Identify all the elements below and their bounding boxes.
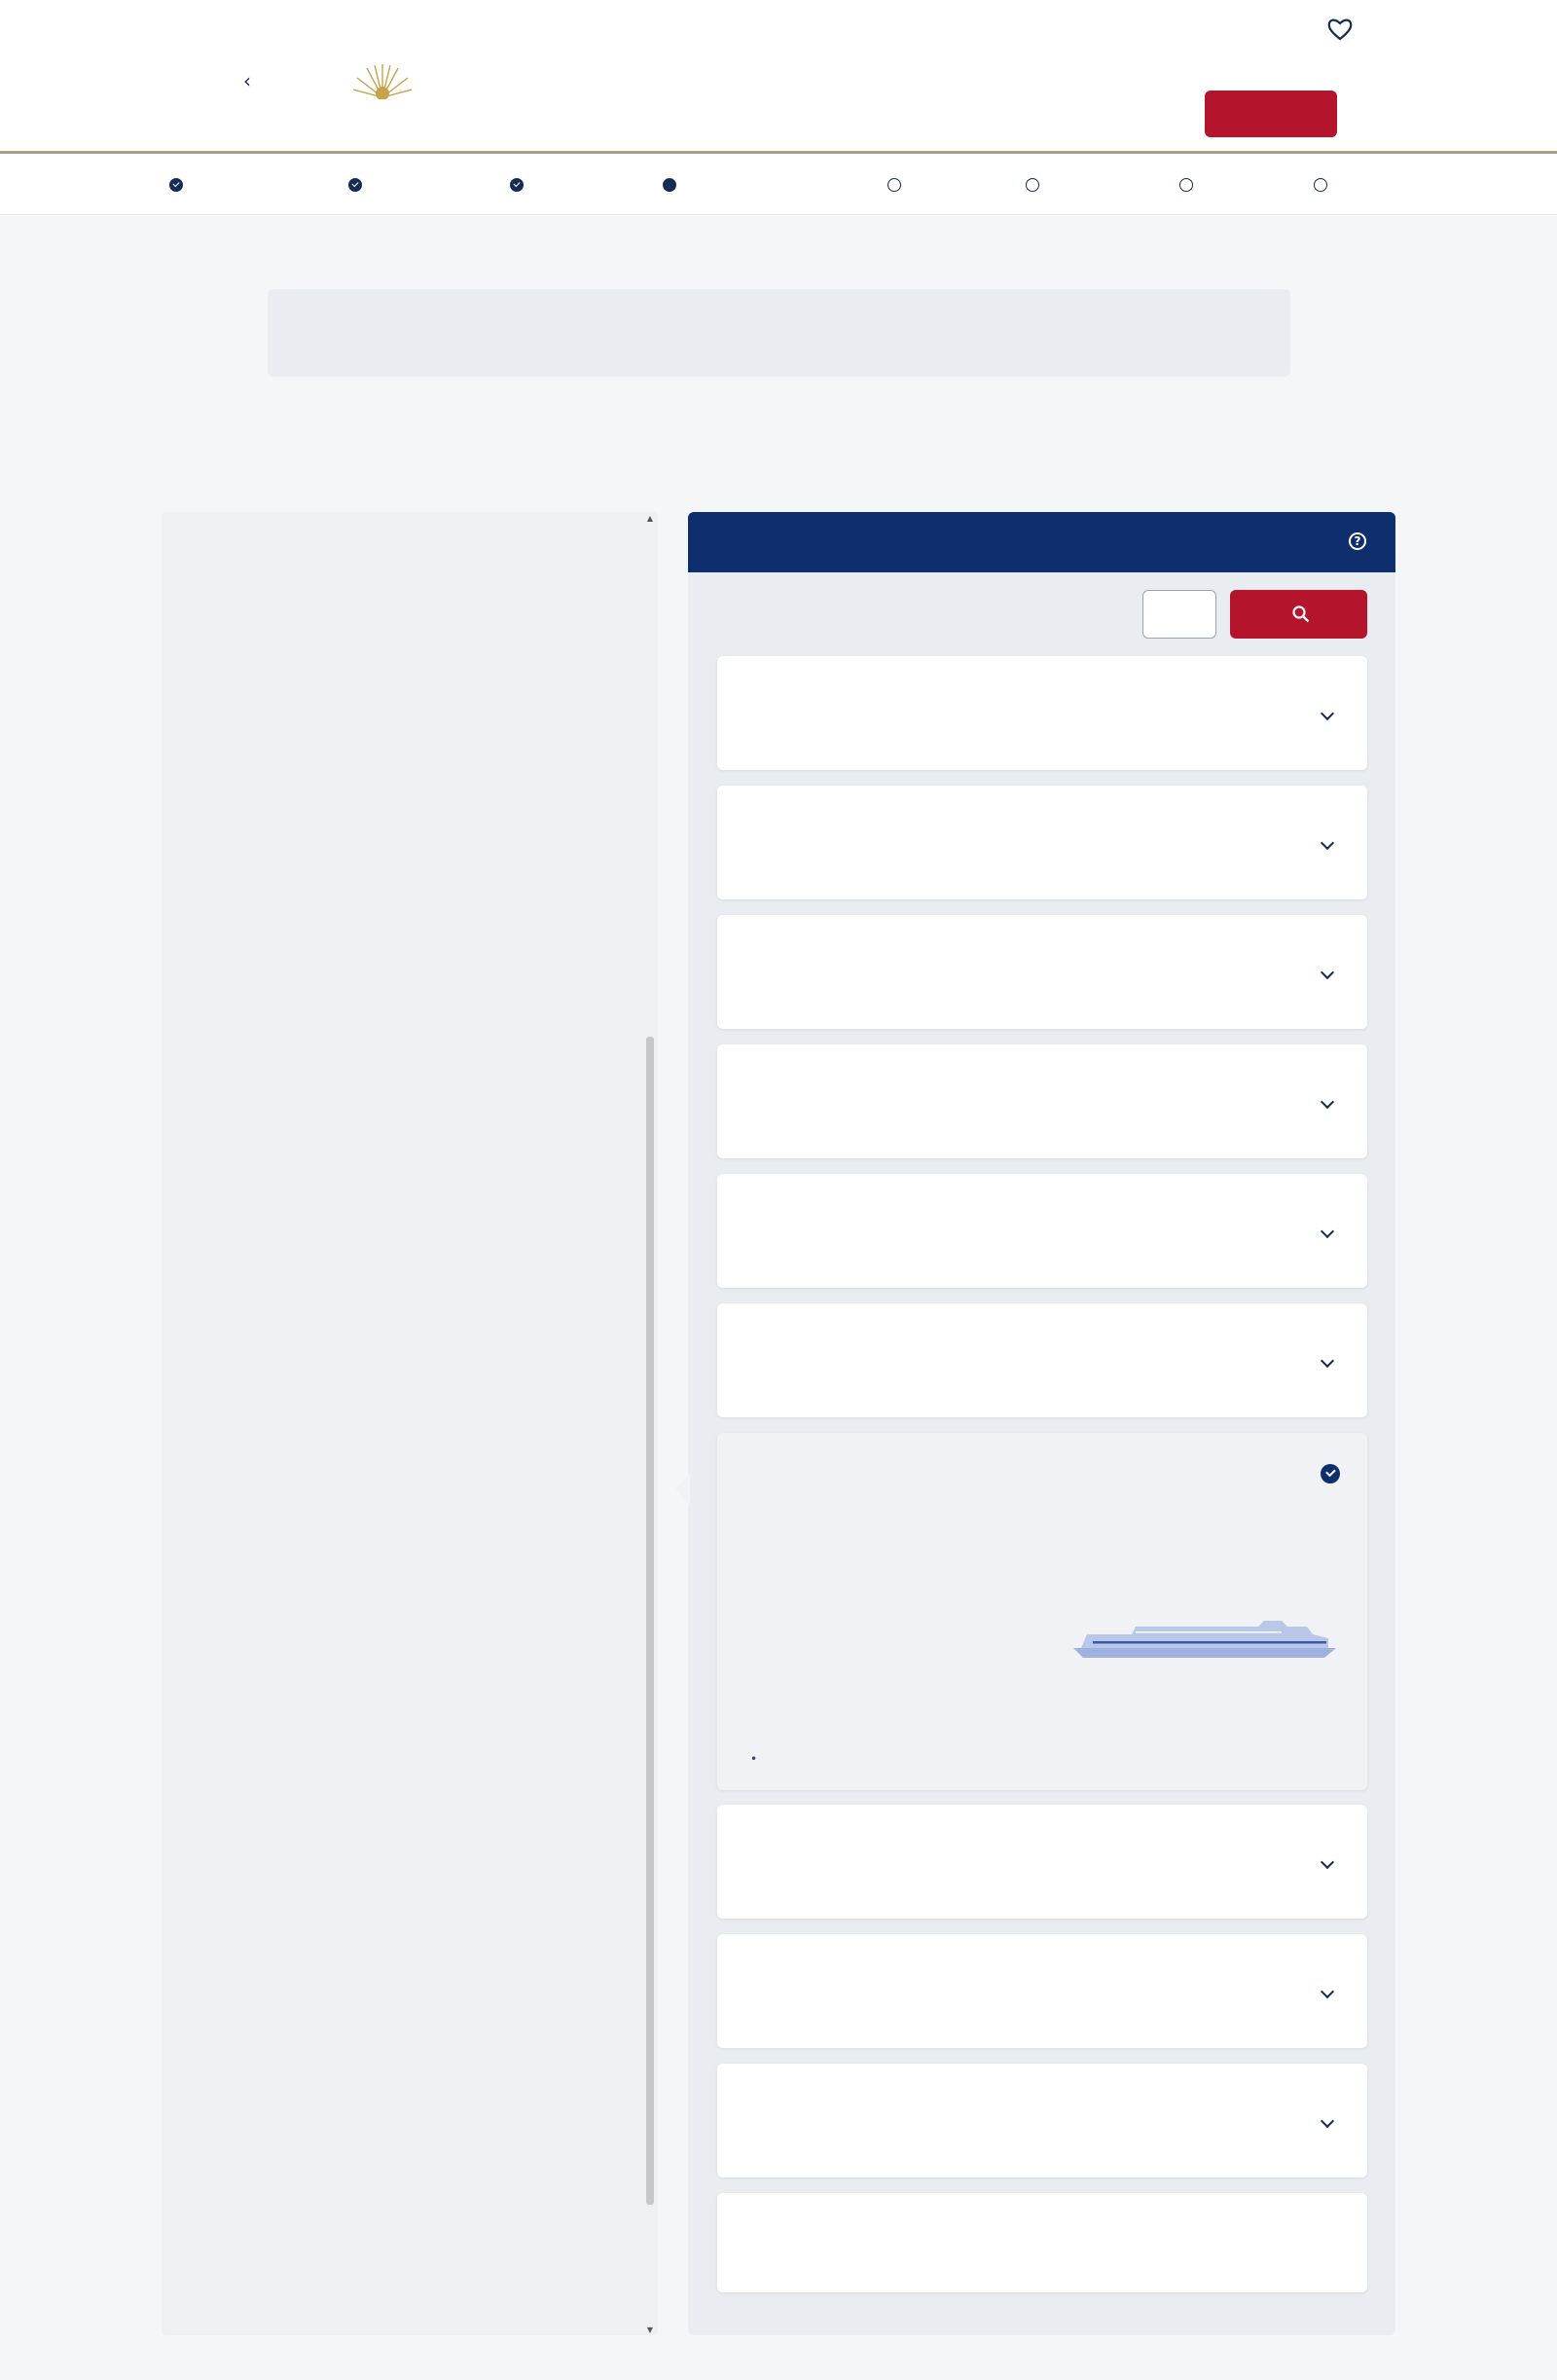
step-select-holiday[interactable] [169, 178, 191, 192]
continue-button[interactable] [1205, 91, 1337, 137]
scroll-down-arrow-icon[interactable]: ▼ [646, 2325, 654, 2334]
panel-header [688, 512, 1395, 572]
scrollbar-thumb[interactable] [646, 1037, 654, 2205]
selected-deck-pointer [675, 1473, 690, 1506]
chevron-down-icon[interactable] [1321, 2114, 1334, 2128]
step-choose-fare[interactable] [510, 178, 531, 192]
deck-item-14[interactable] [717, 1044, 1367, 1158]
help-choosing-link[interactable] [1339, 532, 1366, 550]
deck-plan-scrollbar[interactable] [645, 514, 655, 2334]
ship-silhouette-icon [1073, 1613, 1336, 1660]
step-your-cabins[interactable] [348, 178, 370, 192]
step-your-details [1026, 178, 1047, 192]
check-circle-icon [169, 178, 183, 192]
chevron-down-icon[interactable] [1321, 1225, 1334, 1238]
deck-item-5[interactable] [717, 2064, 1367, 2178]
check-circle-icon [510, 178, 524, 192]
top-nav [1195, 18, 1395, 41]
chevron-left-icon: ‹ [243, 69, 251, 92]
sunburst-icon [353, 62, 412, 99]
deck-item-9[interactable] [717, 1805, 1367, 1919]
cabin-number-input[interactable] [1142, 590, 1216, 639]
po-cruises-logo[interactable] [309, 62, 455, 132]
empty-circle-icon [1179, 178, 1193, 192]
header-divider [0, 151, 1557, 154]
step-summary [887, 178, 909, 192]
cabin-search-button[interactable] [1230, 590, 1367, 639]
chevron-down-icon[interactable] [1321, 707, 1334, 720]
chevron-down-icon[interactable] [1321, 1095, 1334, 1109]
question-circle-icon: ? [1349, 532, 1366, 550]
deck-item-10-selected[interactable] [717, 1433, 1367, 1790]
deck-item-4[interactable] [717, 2193, 1367, 2292]
deck-item-11[interactable] [717, 1303, 1367, 1417]
chevron-down-icon[interactable] [1321, 836, 1334, 850]
check-circle-icon [1321, 1464, 1340, 1483]
search-icon [1292, 605, 1310, 623]
chevron-down-icon[interactable] [1321, 1354, 1334, 1368]
deck-item-8[interactable] [717, 1934, 1367, 2048]
deck-plan-svg[interactable] [162, 512, 658, 2335]
chevron-down-icon[interactable] [1321, 1855, 1334, 1869]
empty-circle-icon [1314, 178, 1327, 192]
deck-item-16[interactable] [717, 786, 1367, 899]
filled-circle-icon [663, 178, 676, 192]
deck-item-17[interactable] [717, 656, 1367, 770]
scroll-up-arrow-icon[interactable]: ▲ [646, 514, 654, 523]
wishlist-button[interactable] [1327, 18, 1395, 41]
deck-item-15[interactable] [717, 915, 1367, 1029]
progress-steps [0, 155, 1557, 215]
check-circle-icon [348, 178, 362, 192]
empty-circle-icon [887, 178, 901, 192]
cabin-search [717, 590, 1369, 644]
cabin-type-box [268, 289, 1290, 377]
facilities-list: • [750, 1752, 758, 1766]
back-button[interactable] [228, 69, 267, 92]
deck-plan-map[interactable] [162, 512, 658, 2335]
chevron-down-icon[interactable] [1321, 1985, 1334, 1998]
step-payment [1179, 178, 1201, 192]
chevron-down-icon[interactable] [1321, 966, 1334, 979]
deck-item-12[interactable] [717, 1174, 1367, 1288]
empty-circle-icon [1026, 178, 1039, 192]
deck-selector-panel [688, 512, 1395, 2335]
heart-icon [1327, 18, 1353, 41]
step-confirm [1314, 178, 1335, 192]
step-choose-cabin-location[interactable] [663, 178, 684, 192]
